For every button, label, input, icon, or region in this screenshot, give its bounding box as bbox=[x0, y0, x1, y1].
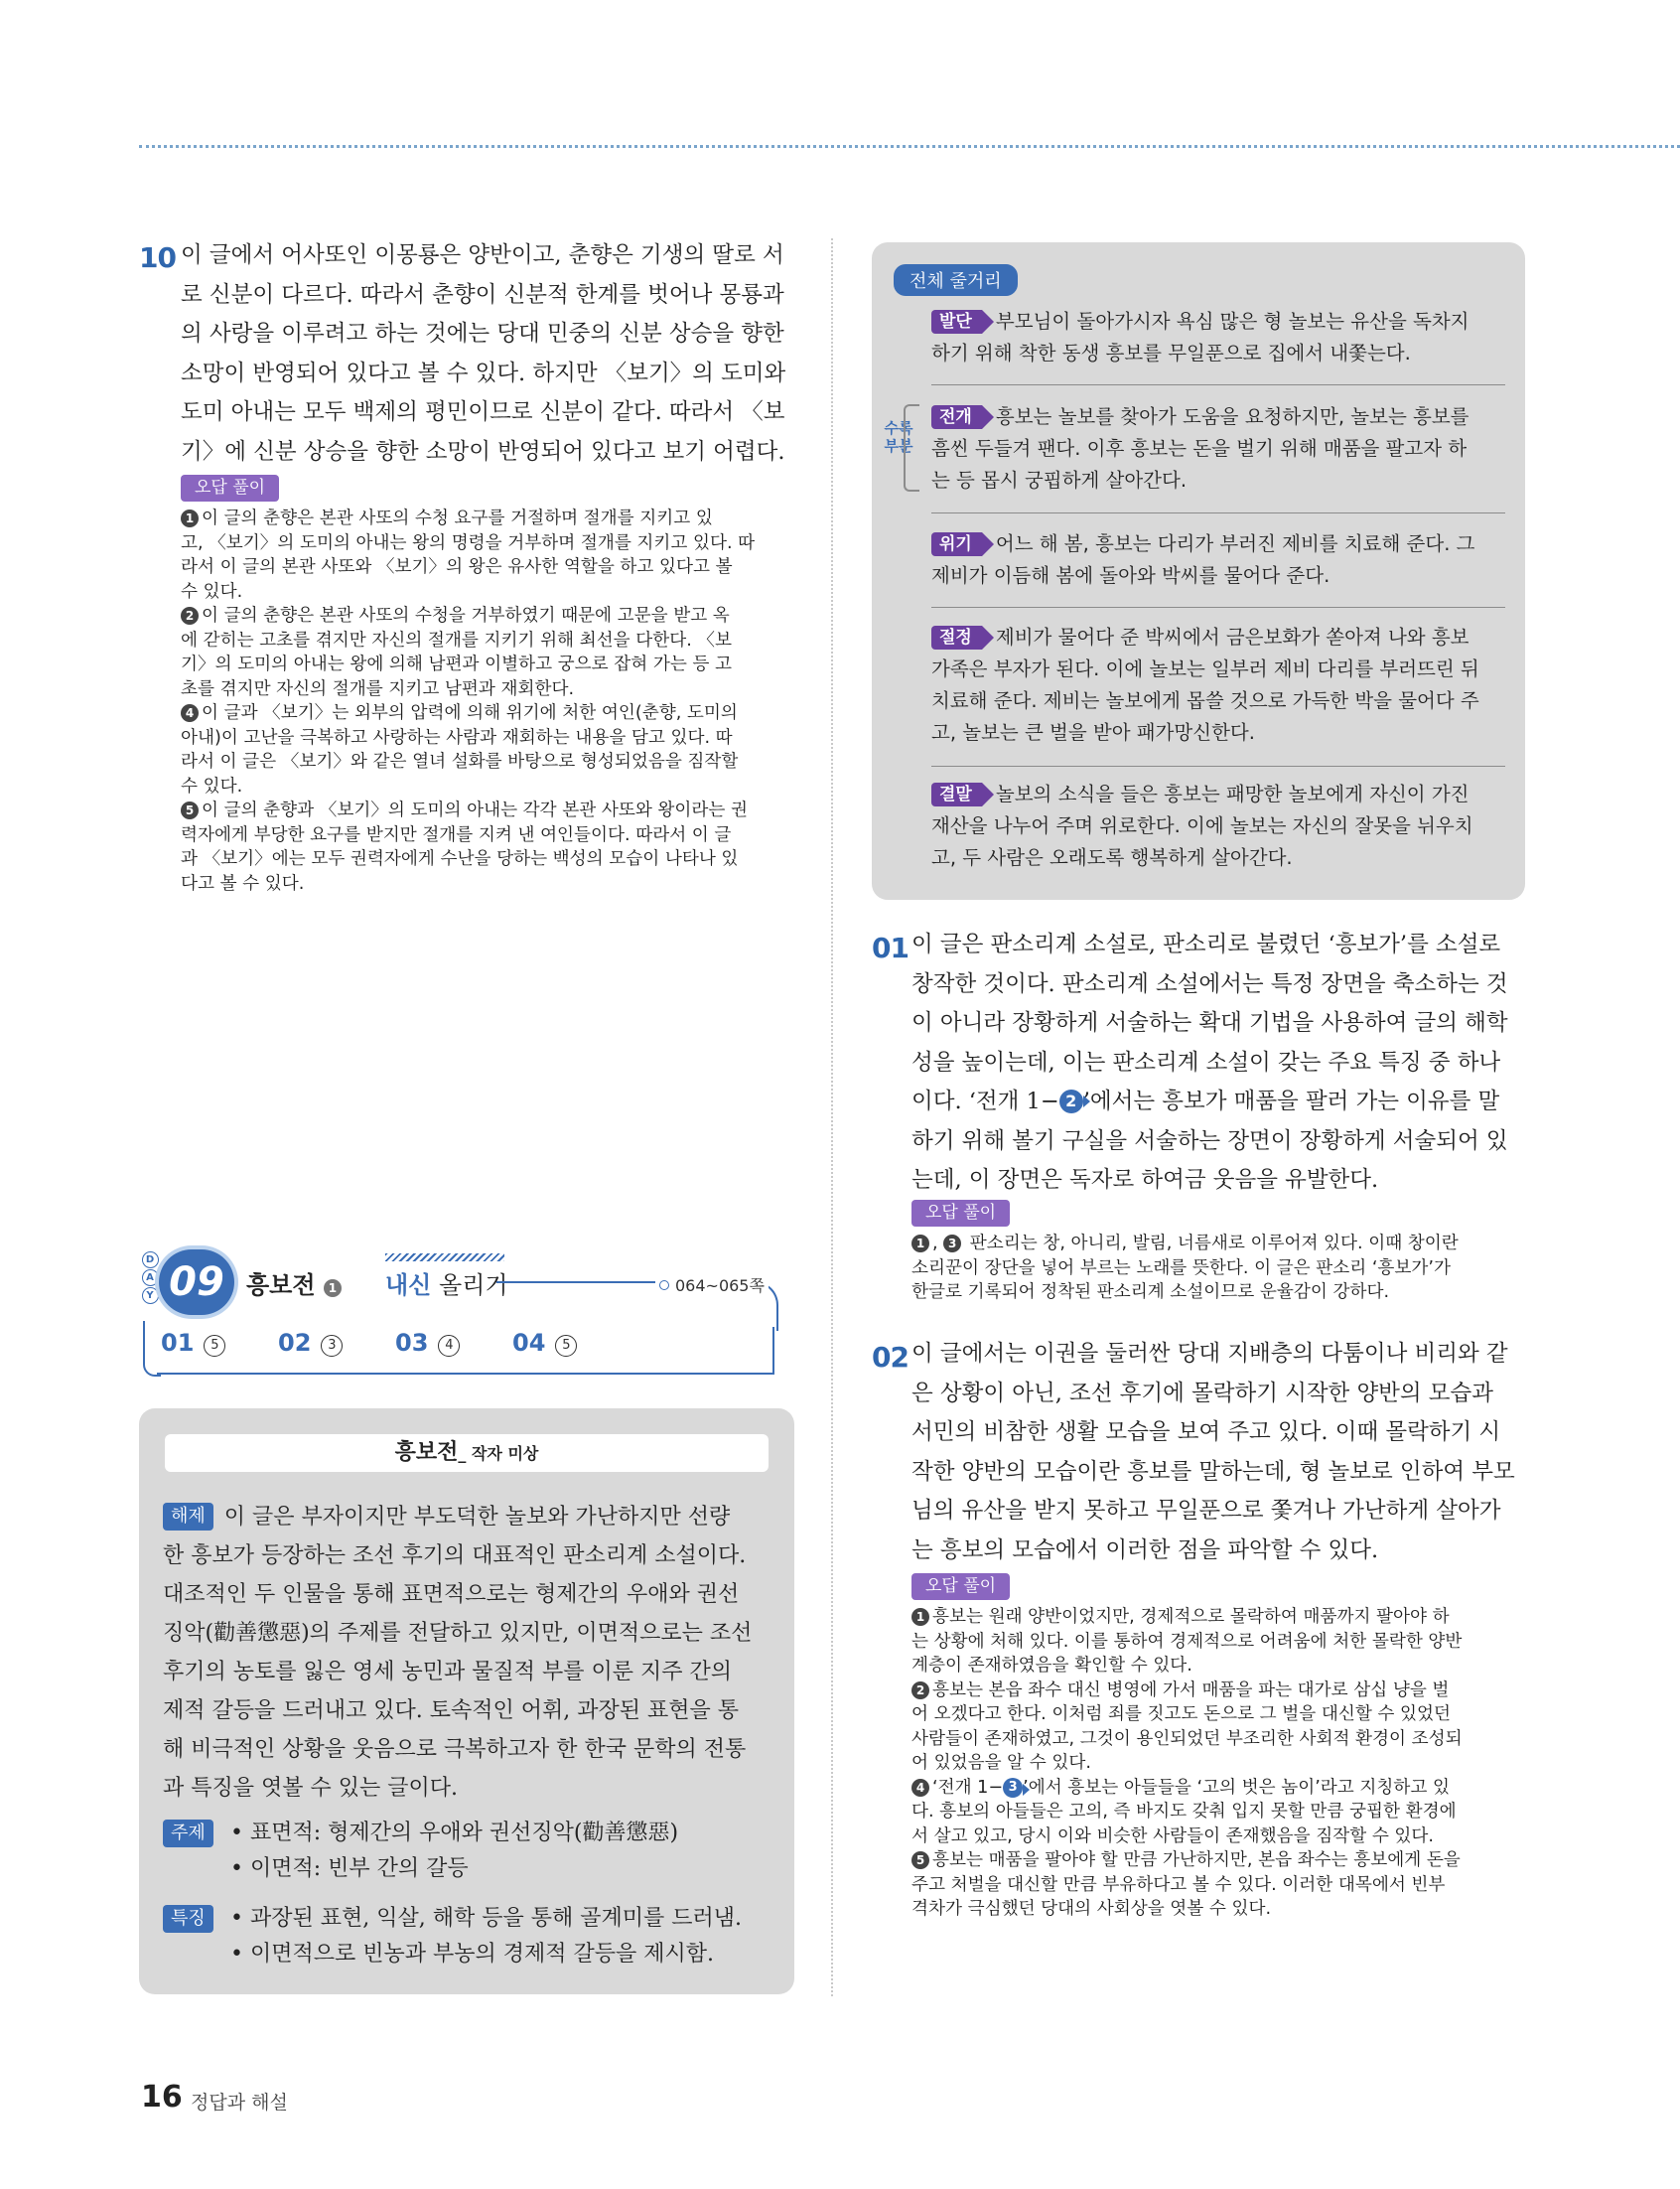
text-line: 대조적인 두 인물을 통해 표면적으로는 형제간의 우애와 권선 bbox=[163, 1582, 740, 1607]
day-letter: D bbox=[142, 1251, 159, 1268]
answer-choice: 5 bbox=[204, 1335, 225, 1357]
header-line bbox=[157, 1373, 774, 1375]
list-item: • 이면적으로 빈농과 부농의 경제적 갈등을 제시함. bbox=[230, 1942, 714, 1967]
synopsis-header: 전체 줄거리 bbox=[894, 264, 1018, 296]
stage-tag: 전개 bbox=[931, 405, 982, 429]
text-line: 가족은 부자가 된다. 이에 놀보는 일부러 제비 다리를 부러뜨린 뒤 bbox=[931, 657, 1479, 680]
text-line: 격차가 극심했던 당대의 사회상을 엿볼 수 있다. bbox=[911, 1899, 1272, 1919]
text-line: 수 있다. bbox=[181, 581, 243, 602]
header-line bbox=[143, 1321, 161, 1377]
text-line: 이 글은 판소리계 소설로, 판소리로 불렸던 ‘흥보가’를 소설로 bbox=[911, 932, 1501, 957]
work-title bbox=[165, 1434, 769, 1472]
text-line: 작한 양반의 모습이란 흥보를 말하는데, 형 놀보로 인하여 부모 bbox=[911, 1458, 1515, 1485]
stage-tag: 위기 bbox=[931, 532, 982, 556]
text-line: 판소리는 창, 아니리, 발림, 너름새로 이루어져 있다. 이때 창이란 bbox=[969, 1234, 1459, 1253]
synopsis-section bbox=[931, 401, 1505, 497]
text-line: 님의 유산을 받지 못하고 무일푼으로 쫓겨나 가난하게 살아가 bbox=[911, 1498, 1501, 1524]
text-line: 흥보는 놀보를 찾아가 도움을 요청하지만, 놀보는 흥보를 bbox=[995, 405, 1470, 428]
text-line: 제비가 물어다 준 박씨에서 금은보화가 쏟아져 나와 흥보 bbox=[995, 626, 1470, 649]
text-line: 부모님이 돌아가시자 욕심 많은 형 놀보는 유산을 독차지 bbox=[995, 310, 1470, 333]
side-label-line: 수록 bbox=[884, 419, 913, 437]
section-divider bbox=[931, 607, 1505, 608]
text-line: 아내)이 고난을 극복하고 사랑하는 사람과 재회하는 내용을 담고 있다. 따 bbox=[181, 727, 733, 748]
text-line: 제비가 이듬해 봄에 돌아와 박씨를 물어다 준다. bbox=[931, 564, 1330, 587]
text-line: 과 특징을 엿볼 수 있는 글이다. bbox=[163, 1776, 458, 1801]
section-badge: 3 bbox=[1003, 1778, 1023, 1798]
day-header bbox=[139, 1245, 794, 1375]
text-line: 소리꾼이 장단을 넣어 부르는 노래를 뜻한다. 이 글은 판소리 ‘흥보가’가 bbox=[911, 1257, 1451, 1278]
odap-label: 오답 풀이 bbox=[911, 1200, 1010, 1227]
text-line: 어 오겠다고 한다. 이처럼 죄를 짓고도 돈으로 그 벌을 대신할 수 있었던 bbox=[911, 1704, 1451, 1724]
list-item: • 표면적: 형제간의 우애와 권선징악(勸善懲惡) bbox=[230, 1821, 679, 1845]
text-line: 고, 놀보는 큰 벌을 받아 패가망신한다. bbox=[931, 721, 1255, 744]
work-features bbox=[163, 1901, 742, 1972]
text-line: 이 글은 부자이지만 부도덕한 놀보와 가난하지만 선량 bbox=[223, 1505, 731, 1530]
list-item: • 과장된 표현, 익살, 해학 등을 통해 골계미를 드러냄. bbox=[230, 1906, 742, 1931]
number-marker: 5 bbox=[181, 802, 199, 819]
text-line: 력자에게 부당한 요구를 받지만 절개를 지켜 낸 여인들이다. 따라서 이 글 bbox=[181, 824, 732, 845]
number-marker: 4 bbox=[911, 1779, 929, 1797]
text-line: 고, 〈보기〉의 도미의 아내는 왕의 명령을 거부하며 절개를 지키고 있다. 따 bbox=[181, 532, 756, 553]
text-line: 서민의 비참한 생활 모습을 보여 주고 있다. 이때 몰락하기 시 bbox=[911, 1419, 1501, 1445]
top-dotted-rule bbox=[139, 145, 1680, 148]
text-line: 흥보는 매품을 팔아야 할 만큼 가난하지만, 본읍 좌수는 흥보에게 돈을 bbox=[932, 1850, 1461, 1870]
work-haeje bbox=[163, 1498, 770, 1808]
page-range: 064~065쪽 bbox=[655, 1273, 769, 1296]
text-segment: ‘전개 1− bbox=[932, 1777, 1004, 1798]
section-badge: 2 bbox=[1059, 1090, 1083, 1113]
text-line: 도미 아내는 모두 백제의 평민이므로 신분이 같다. 따라서 〈보 bbox=[181, 399, 785, 425]
answer-item bbox=[278, 1329, 343, 1357]
text-line: 치료해 준다. 제비는 놀보에게 몹쓸 것으로 가득한 박을 물어다 주 bbox=[931, 689, 1479, 712]
text-segment: ’에서는 흥보가 매품을 팔러 가는 이유를 말 bbox=[1082, 1089, 1500, 1114]
question-number: 01 bbox=[872, 932, 909, 964]
text-line: 징악(勸善懲惡)의 주제를 전달하고 있지만, 이면적으로는 조선 bbox=[163, 1621, 753, 1646]
text-line: 하기 위해 볼기 구실을 서술하는 장면이 장황하게 서술되어 있 bbox=[911, 1127, 1508, 1154]
day-number: 09 bbox=[159, 1249, 234, 1315]
text-line: 놀보의 소식을 들은 흥보는 패망한 놀보에게 자신이 가진 bbox=[995, 783, 1470, 805]
answer-number: 02 bbox=[278, 1329, 312, 1357]
text-line: 기〉의 도미의 아내는 왕에 의해 남편과 이별하고 궁으로 잡혀 가는 등 고 bbox=[181, 655, 732, 674]
question-02-answer bbox=[911, 1335, 1525, 1570]
decorative-stripe bbox=[385, 1253, 504, 1261]
answer-choice: 5 bbox=[555, 1335, 577, 1357]
text-line: 이 글에서는 이권을 둘러싼 당대 지배층의 다툼이나 비리와 같 bbox=[911, 1341, 1508, 1367]
text-line: 창작한 것이다. 판소리계 소설에서는 특정 장면을 축소하는 것 bbox=[911, 970, 1508, 997]
odap-label: 오답 풀이 bbox=[181, 475, 279, 502]
number-marker: 2 bbox=[181, 607, 199, 625]
text-line: 수 있다. bbox=[181, 776, 243, 797]
header-line bbox=[772, 1327, 774, 1375]
day-subtitle-bold: 내신 bbox=[385, 1271, 432, 1299]
text-line: 제적 갈등을 드러내고 있다. 토속적인 어휘, 과장된 표현을 통 bbox=[163, 1698, 739, 1723]
question-number: 02 bbox=[872, 1341, 909, 1374]
synopsis-box bbox=[872, 242, 1525, 900]
text-line: 이 글의 춘향과 〈보기〉의 도미의 아내는 각각 본관 사또와 왕이라는 권 bbox=[202, 801, 748, 820]
title-number-marker: 1 bbox=[324, 1279, 342, 1297]
included-part-bracket bbox=[904, 404, 919, 492]
day-title-text: 흥보전 bbox=[246, 1271, 316, 1299]
synopsis-section bbox=[931, 306, 1505, 369]
number-marker: 1 bbox=[181, 510, 199, 527]
number-marker: 2 bbox=[911, 1681, 929, 1699]
text-line: 소망이 반영되어 있다고 볼 수 있다. 하지만 〈보기〉의 도미와 bbox=[181, 360, 786, 386]
text-line: 는 흥보의 모습에서 이러한 점을 파악할 수 있다. bbox=[911, 1536, 1379, 1563]
text-line: 어느 해 봄, 흥보는 다리가 부러진 제비를 치료해 준다. 그 bbox=[995, 532, 1475, 555]
text-line: 다고 볼 수 있다. bbox=[181, 873, 305, 894]
text-line: 어 있었음을 알 수 있다. bbox=[911, 1753, 1091, 1773]
odap-label-wrapper bbox=[911, 1573, 1010, 1600]
question-number: 10 bbox=[139, 241, 176, 274]
text-line: 흥보는 원래 양반이었지만, 경제적으로 몰락하여 매품까지 팔아야 하 bbox=[932, 1607, 1450, 1627]
text-line: 은 상황이 아닌, 조선 후기에 몰락하기 시작한 양반의 모습과 bbox=[911, 1380, 1494, 1406]
text-line: 기〉에 신분 상승을 향한 소망이 반영되어 있다고 보기 어렵다. bbox=[181, 438, 785, 465]
answer-number: 01 bbox=[161, 1329, 195, 1357]
text-line: 초를 겪지만 자신의 절개를 지키고 남편과 재회한다. bbox=[181, 678, 575, 699]
synopsis-section bbox=[931, 779, 1505, 874]
answer-number: 04 bbox=[512, 1329, 546, 1357]
text-line: 한글로 기록되어 정착된 판소리계 소설이므로 운율감이 강하다. bbox=[911, 1282, 1390, 1302]
question-01-answer bbox=[911, 926, 1525, 1201]
text-line: 흥보는 본읍 좌수 대신 병영에 가서 매품을 파는 대가로 삼십 냥을 벌 bbox=[932, 1679, 1450, 1700]
stage-tag: 결말 bbox=[931, 783, 982, 806]
list-item: • 이면적: 빈부 간의 갈등 bbox=[230, 1856, 469, 1881]
odap-label: 오답 풀이 bbox=[911, 1573, 1010, 1600]
text-line: 서 살고 있고, 당시 이와 비슷한 사람들이 존재했음을 짐작할 수 있다. bbox=[911, 1825, 1434, 1846]
text-line: 후기의 농토를 잃은 영세 농민과 물질적 부를 이룬 지주 간의 bbox=[163, 1660, 732, 1684]
stage-tag: 발단 bbox=[931, 310, 982, 334]
odap-label-wrapper bbox=[181, 475, 279, 502]
answer-item bbox=[512, 1329, 577, 1357]
text-line: 한 흥보가 등장하는 조선 후기의 대표적인 판소리계 소설이다. bbox=[163, 1543, 747, 1568]
work-summary-box bbox=[139, 1408, 794, 1994]
text-line: 는 등 몹시 궁핍하게 살아간다. bbox=[931, 469, 1188, 492]
question-02-odap bbox=[911, 1605, 1525, 1922]
text-line: 라서 이 글의 본관 사또와 〈보기〉의 왕은 유사한 역할을 하고 있다고 볼 bbox=[181, 557, 733, 577]
day-letter: A bbox=[142, 1269, 159, 1286]
day-label bbox=[139, 1251, 161, 1305]
theme-tag: 주제 bbox=[163, 1820, 213, 1847]
day-subtitle bbox=[385, 1265, 508, 1300]
section-divider bbox=[931, 384, 1505, 385]
feature-tag: 특징 bbox=[163, 1905, 213, 1933]
question-10-odap bbox=[181, 507, 794, 896]
footer-label: 정답과 해설 bbox=[191, 2092, 288, 2114]
odap-label-wrapper bbox=[911, 1200, 1010, 1227]
text-line: 이 아니라 장황하게 서술하는 확대 기법을 사용하여 글의 해학 bbox=[911, 1010, 1508, 1036]
text-line: 흠씬 두들겨 팬다. 이후 흥보는 돈을 벌기 위해 매품을 팔고자 하 bbox=[931, 437, 1468, 460]
synopsis-section bbox=[931, 528, 1505, 592]
work-theme bbox=[163, 1816, 678, 1887]
number-marker: 3 bbox=[943, 1235, 961, 1252]
text-line: 다. 흥보의 아들들은 고의, 즉 바지도 갖춰 입지 못할 만큼 궁핍한 환경에 bbox=[911, 1802, 1457, 1822]
answer-item bbox=[395, 1329, 460, 1357]
page-number: 16 bbox=[141, 2080, 183, 2115]
number-marker: 1 bbox=[911, 1235, 929, 1252]
day-letter: Y bbox=[142, 1287, 159, 1304]
work-author: _ 작자 미상 bbox=[458, 1444, 539, 1463]
section-divider bbox=[931, 766, 1505, 767]
haeje-tag: 해제 bbox=[163, 1503, 213, 1531]
text-line: 이 글의 춘향은 본관 사또의 수청 요구를 거절하며 절개를 지키고 있 bbox=[202, 509, 713, 528]
answer-choice: 3 bbox=[321, 1335, 343, 1357]
text-line: 의 사랑을 이루려고 하는 것에는 당대 민중의 신분 상승을 향한 bbox=[181, 321, 784, 347]
text-line: 주고 처벌을 대신할 만큼 부유하다고 볼 수 있다. 이러한 대목에서 빈부 bbox=[911, 1874, 1446, 1895]
day-subtitle-rest: 올리기 bbox=[431, 1271, 508, 1299]
text-line bbox=[911, 1083, 1525, 1122]
text-line: 에 갇히는 고초를 겪지만 자신의 절개를 지키기 위해 최선을 다한다. 〈보 bbox=[181, 630, 732, 651]
question-01-odap: 1 , 3 판소리는 창, 아니리, 발림, 너름새로 이루어져 있다. 이때 창이란 소리꾼이 장단을 넣어 부르는 노래를 뜻한다. 이 글은 판소리 ‘흥보가’가 한글로 기록되어 정착된 판소리계 소설이므로 운율감이 강하다. bbox=[911, 1232, 1525, 1305]
text-line: 과 〈보기〉에는 모두 권력자에게 수난을 당하는 백성의 모습이 나타나 있 bbox=[181, 849, 739, 869]
text-line: 이 글의 춘향은 본관 사또의 수청을 거부하였기 때문에 고문을 받고 옥 bbox=[202, 606, 730, 626]
text-line: 로 신분이 다르다. 따라서 춘향이 신분적 한계를 벗어나 몽룡과 bbox=[181, 281, 784, 308]
number-marker: 1 bbox=[911, 1608, 929, 1626]
text-line: 이 글에서 어사또인 이몽룡은 양반이고, 춘향은 기생의 딸로 서 bbox=[181, 242, 784, 268]
synopsis-section bbox=[931, 622, 1505, 749]
text-segment: ’에서 흥보는 아들들을 ‘고의 벗은 놈이’라고 지칭하고 있 bbox=[1023, 1777, 1450, 1798]
number-marker: 5 bbox=[911, 1851, 929, 1869]
text-line: 하기 위해 착한 동생 흥보를 무일푼으로 집에서 내쫓는다. bbox=[931, 342, 1411, 365]
text-line: 는 상황에 처해 있다. 이를 통하여 경제적으로 어려움에 처한 몰락한 양반 bbox=[911, 1631, 1463, 1652]
text-segment: 이다. ‘전개 1− bbox=[911, 1089, 1059, 1114]
text-line: 라서 이 글은 〈보기〉와 같은 열녀 설화를 바탕으로 형성되었음을 짐작할 bbox=[181, 752, 739, 772]
side-label-line: 부분 bbox=[884, 437, 913, 455]
number-marker: 4 bbox=[181, 704, 199, 722]
text-line: 재산을 나누어 주며 위로한다. 이에 놀보는 자신의 잘못을 뉘우치 bbox=[931, 814, 1473, 837]
text-line: 고, 두 사람은 오래도록 행복하게 살아간다. bbox=[931, 846, 1293, 869]
text-line: 는데, 이 장면은 독자로 하여금 웃음을 유발한다. bbox=[911, 1167, 1379, 1193]
text-line: 해 비극적인 상황을 웃음으로 극복하고자 한 한국 문학의 전통 bbox=[163, 1737, 747, 1762]
answer-item bbox=[161, 1329, 225, 1357]
question-10-answer bbox=[181, 236, 794, 472]
answer-choice: 4 bbox=[438, 1335, 460, 1357]
stage-tag: 절정 bbox=[931, 626, 982, 650]
day-title bbox=[246, 1265, 345, 1300]
section-divider bbox=[931, 512, 1505, 513]
work-title-text: 흥보전 bbox=[394, 1440, 459, 1465]
text-line: 성을 높이는데, 이는 판소리계 소설이 갖는 주요 특징 중 하나 bbox=[911, 1049, 1501, 1076]
text-line: 사람들이 존재하였고, 그것이 용인되었던 부조리한 사회적 환경이 조성되 bbox=[911, 1728, 1463, 1749]
column-divider bbox=[831, 238, 833, 1996]
answer-number: 03 bbox=[395, 1329, 429, 1357]
text-line: 이 글과 〈보기〉는 외부의 압력에 의해 위기에 처한 여인(춘향, 도미의 bbox=[202, 703, 738, 723]
text-line: 계층이 존재하였음을 확인할 수 있다. bbox=[911, 1656, 1192, 1676]
